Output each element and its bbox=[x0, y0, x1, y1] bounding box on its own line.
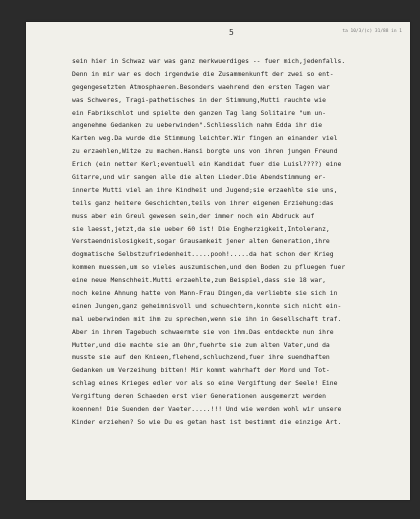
text-line: Vergiftung deren Schaeden erst vier Generationen ausgemerzt werden bbox=[72, 392, 326, 401]
text-line: mal ueberwinden mit ihm zu sprechen,wenn sie ihn in Gesellschaft traf. bbox=[72, 314, 342, 323]
archive-note: ta 10/3/(c) 31/88 in 1 bbox=[342, 29, 402, 34]
text-line: Denn in mir war es doch irgendwie die Zusammenkunft der zwei so ent- bbox=[72, 69, 334, 78]
page-number: 5 bbox=[229, 28, 234, 37]
text-line: Verstaendnislosigkeit,sogar Grausamkeit jener alten Generation,ihre bbox=[72, 237, 330, 246]
text-line: Kinder erziehen? So wie Du es getan hast ist bestimmt die einzige Art. bbox=[72, 417, 342, 426]
text-line: innerte Mutti viel an ihre Kindheit und Jugend;sie erzaehlte sie uns, bbox=[72, 185, 338, 194]
document-page bbox=[26, 22, 410, 500]
text-line: Gedanken um Verzeihung bitten! Mir kommt wahrhaft der Mord und Tot- bbox=[72, 366, 330, 375]
text-line: sein hier in Schwaz war was ganz merkwuerdiges -- fuer mich,jedenfalls. bbox=[72, 57, 346, 65]
text-line: Aber in ihrem Tagebuch schwaermte sie von ihm.Das entdeckte nun ihre bbox=[72, 327, 334, 336]
text-line: musste sie auf den Knieen,flehend,schluchzend,fuer ihre suendhaften bbox=[72, 353, 330, 362]
text-line: angenehme Gedanken zu ueberwinden".Schliesslich nahm Edda ihr die bbox=[72, 121, 323, 130]
text-line: einen Jungen,ganz geheimnisvoll und schuechtern,konnte sich nicht ein- bbox=[72, 301, 342, 310]
text-line: ein Fabrikschlot und spielte den ganzen Tag lang Solitaire "um un- bbox=[72, 108, 326, 117]
text-line: noch keine Ahnung hatte von Mann-Frau Dingen,da verliebte sie sich in bbox=[72, 289, 338, 298]
text-line: kommen muessen,um so vieles auszumischen,und den Boden zu pfluegen fuer bbox=[72, 263, 346, 272]
text-line: Karten weg.Da wurde die Stimmung leichter.Wir fingen an einander viel bbox=[72, 134, 338, 143]
text-line: gegengesetzten Atmosphaeren.Besonders waehrend den ersten Tagen war bbox=[72, 82, 330, 91]
text-line: eine neue Menschheit.Mutti erzaehlte,zum Beispiel,dass sie 18 war, bbox=[72, 276, 326, 285]
text-line: schlag eines Krieges edler vor als so eine Vergiftung der Seele! Eine bbox=[72, 379, 338, 388]
text-line: teils ganz heitere Geschichten,teils von ihrer eigenen Erziehung:das bbox=[72, 198, 334, 207]
text-line: Gitarre,und wir sangen alle die alten Lieder.Die Abendstimmung er- bbox=[72, 173, 326, 182]
text-line: muss aber ein Greul gewesen sein,der immer noch ein Abdruck auf bbox=[72, 211, 315, 220]
text-line: dogmatische Selbstzufriedenheit.....pooh!.....da hat schon der Krieg bbox=[72, 250, 334, 259]
text-line: was Schweres, Tragi-pathetisches in der Stimmung,Mutti rauchte wie bbox=[72, 95, 326, 104]
text-line: Erich (ein netter Kerl;eventuell ein Kandidat fuer die Luisl????) eine bbox=[72, 160, 342, 169]
text-line: Mutter,und die machte sie am Ohr,fuehrte sie zum alten Vater,und da bbox=[72, 340, 330, 349]
text-line: zu erzaehlen,Witze zu machen.Hansi borgte uns von ihren jungen Freund bbox=[72, 147, 338, 156]
letter-body bbox=[72, 55, 402, 429]
text-line: sie laesst,jetzt,da sie ueber 60 ist! Die Engherzigkeit,Intoleranz, bbox=[72, 224, 330, 233]
text-line: koennen! Die Suenden der Vaeter.....!!! Und wie werden wohl wir unsere bbox=[72, 405, 342, 414]
